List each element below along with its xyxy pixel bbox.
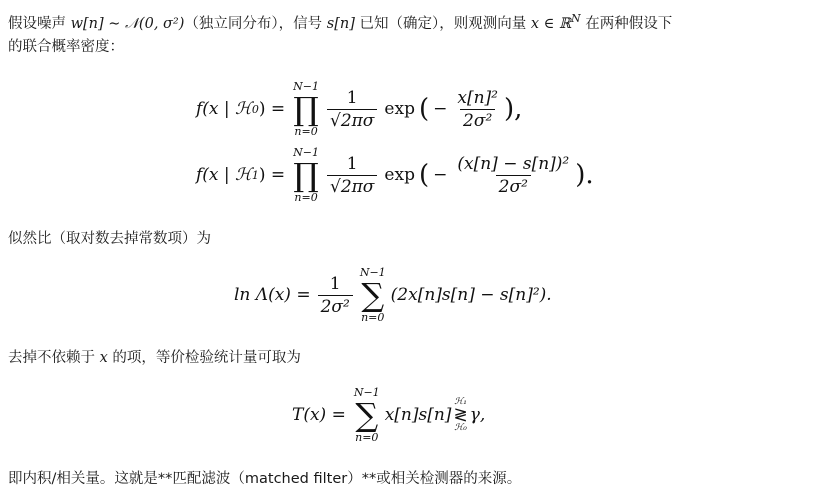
equation-h0 xyxy=(196,80,522,138)
intro-text-2: （独立同分布），信号 xyxy=(184,15,327,32)
h0-exponent-numerator: x[n]² xyxy=(457,87,498,108)
h0-close-paren: ), xyxy=(503,94,523,124)
h1-exponent-denominator: 2σ² xyxy=(496,175,531,197)
equation-test-statistic xyxy=(292,386,485,444)
h1-coefficient-fraction xyxy=(327,154,377,197)
h0-lhs-subscript: 0 xyxy=(251,102,259,116)
h1-close-paren: ). xyxy=(575,160,594,190)
h1-product-upper: N−1 xyxy=(293,146,319,159)
h0-minus: − xyxy=(433,99,448,119)
t-relation-bottom: ℋ₀ xyxy=(454,422,467,433)
h1-product-operator xyxy=(293,146,319,204)
h1-product-lower: n=0 xyxy=(294,191,318,204)
intro-text-3: 已知（确定），则观测向量 xyxy=(354,15,531,32)
h1-coef-denominator: √2πσ xyxy=(327,175,377,197)
conclusion-text: 即内积/相关量。这就是**匹配滤波（matched filter）**或相关检测器的来源。 xyxy=(8,471,522,487)
h0-open-paren: ( xyxy=(418,94,430,124)
h0-exponent-fraction xyxy=(454,88,501,131)
observation-vector-math: x ∈ ℝ xyxy=(530,15,572,32)
h0-coef-numerator: 1 xyxy=(346,87,358,108)
test-text-1: 去掉不依赖于 xyxy=(8,350,100,366)
t-sum-lower: n=0 xyxy=(355,431,379,444)
intro-line-2: 的联合概率密度： xyxy=(8,39,124,55)
h1-lhs-subscript: 1 xyxy=(251,168,259,182)
h0-product-upper: N−1 xyxy=(293,80,319,93)
t-lhs: T(x) = xyxy=(292,405,346,425)
h0-product-symbol: ∏ xyxy=(293,90,319,128)
h0-lhs: f(x | ℋ xyxy=(196,99,252,119)
t-sum-operator xyxy=(354,386,380,444)
h0-product-lower: n=0 xyxy=(294,125,318,138)
h1-coef-numerator: 1 xyxy=(346,153,358,174)
h1-lhs: f(x | ℋ xyxy=(196,165,252,185)
t-body: x[n]s[n] xyxy=(384,405,452,425)
intro-text-1: 假设噪声 xyxy=(8,15,71,32)
lr-sum-upper: N−1 xyxy=(359,266,386,279)
test-text-math: x xyxy=(99,350,108,366)
lr-sum-symbol: ∑ xyxy=(361,276,385,314)
signal-math: s[n] xyxy=(326,15,355,32)
test-text-2: 的项，等价检验统计量可取为 xyxy=(107,350,301,366)
test-statistic-text xyxy=(8,345,301,371)
equation-h1 xyxy=(196,146,594,204)
h0-coef-denominator: √2πσ xyxy=(327,109,377,131)
lr-coef-numerator: 1 xyxy=(329,273,341,294)
h1-minus: − xyxy=(433,165,448,185)
lr-coef-denominator: 2σ² xyxy=(318,295,353,317)
lr-body: (2x[n]s[n] − s[n]²). xyxy=(390,285,552,305)
t-relation-top: ℋ₁ xyxy=(454,396,467,407)
h1-lhs-end: ) = xyxy=(258,165,286,185)
equation-log-likelihood-ratio xyxy=(234,266,552,324)
lr-sum-operator xyxy=(360,266,386,324)
h0-coefficient-fraction xyxy=(327,88,377,131)
h1-exponent-numerator: (x[n] − s[n])² xyxy=(457,153,570,174)
h0-lhs-end: ) = xyxy=(258,99,286,119)
noise-model-math: w[n] ∼ 𝒩(0, σ²) xyxy=(70,15,185,32)
t-relation-symbol: ≷ xyxy=(453,404,468,425)
t-sum-upper: N−1 xyxy=(353,386,380,399)
h1-product-symbol: ∏ xyxy=(293,156,319,194)
lr-lhs: ln Λ(x) = xyxy=(234,285,311,305)
likelihood-ratio-text: 似然比（取对数去掉常数项）为 xyxy=(8,231,211,247)
t-rhs: γ, xyxy=(469,405,486,425)
t-sum-symbol: ∑ xyxy=(355,396,379,434)
h0-exponent-denominator: 2σ² xyxy=(460,109,495,131)
lr-coefficient-fraction xyxy=(318,274,353,317)
observation-dim-superscript: N xyxy=(571,12,581,25)
h1-open-paren: ( xyxy=(418,160,430,190)
h1-exponent-fraction xyxy=(454,154,572,197)
lr-sum-lower: n=0 xyxy=(361,311,385,324)
h0-product-operator xyxy=(293,80,319,138)
t-decision-relation xyxy=(453,397,467,434)
intro-text-4: 在两种假设下 xyxy=(580,15,673,32)
h1-exp: exp xyxy=(384,165,415,185)
intro-line-1 xyxy=(8,6,672,37)
h0-exp: exp xyxy=(384,99,415,119)
